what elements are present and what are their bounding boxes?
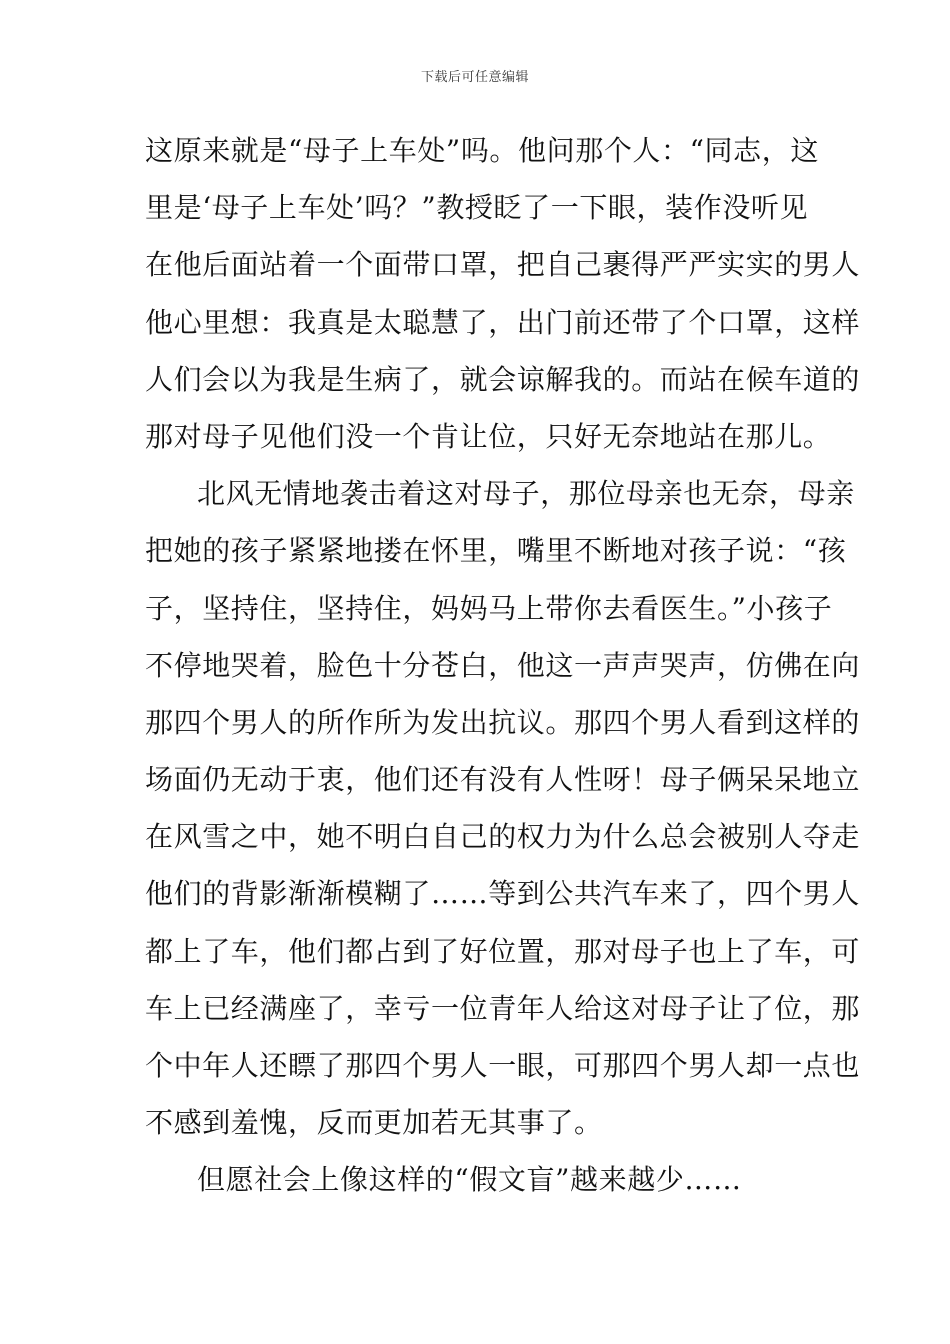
text-line: 在风雪之中，她不明白自己的权力为什么总会被别人夺走 (145, 820, 861, 854)
paragraph-2 (145, 465, 861, 1151)
text-line: 在他后面站着一个面带口罩，把自己裹得严严实实的男人 (145, 248, 861, 282)
text-line: 但愿社会上像这样的“假文盲”越来越少…… (197, 1163, 742, 1197)
text-line: 场面仍无动于衷，他们还有没有人性呀！母子俩呆呆地立 (145, 763, 861, 797)
text-line: 把她的孩子紧紧地搂在怀里，嘴里不断地对孩子说：“孩 (145, 534, 847, 568)
header-note: 下载后可任意编辑 (420, 70, 529, 85)
text-line: 不停地哭着，脸色十分苍白，他这一声声哭声，仿佛在向 (145, 648, 861, 682)
body-text (145, 122, 861, 1209)
text-line: 子，坚持住，坚持住，妈妈马上带你去看医生。”小孩子 (145, 591, 833, 625)
text-line: 个中年人还瞟了那四个男人一眼，可那四个男人却一点也 (145, 1049, 861, 1082)
text-line: 他们的背影渐渐模糊了……等到公共汽车来了，四个男人 (145, 877, 861, 911)
text-line: 人们会以为我是生病了，就会谅解我的。而站在候车道的 (145, 362, 861, 396)
text-line: 那四个男人的所作所为发出抗议。那四个男人看到这样的 (145, 705, 861, 739)
text-line: 北风无情地袭击着这对母子，那位母亲也无奈，母亲 (197, 477, 855, 511)
text-line: 都上了车，他们都占到了好位置，那对母子也上了车，可 (145, 934, 861, 968)
text-line: 不感到羞愧，反而更加若无其事了。 (145, 1106, 603, 1140)
text-line: 这原来就是“母子上车处”吗。他问那个人：“同志，这 (145, 134, 819, 167)
text-line: 车上已经满座了，幸亏一位青年人给这对母子让了位，那 (145, 991, 861, 1025)
paragraph-1 (145, 122, 861, 465)
text-line: 里是‘母子上车处’吗？”教授眨了一下眼，装作没听见 (145, 191, 809, 225)
text-line: 他心里想：我真是太聪慧了，出门前还带了个口罩，这样 (145, 305, 861, 339)
text-line: 那对母子见他们没一个肯让位，只好无奈地站在那儿。 (145, 419, 832, 453)
paragraph-3 (145, 1151, 815, 1208)
